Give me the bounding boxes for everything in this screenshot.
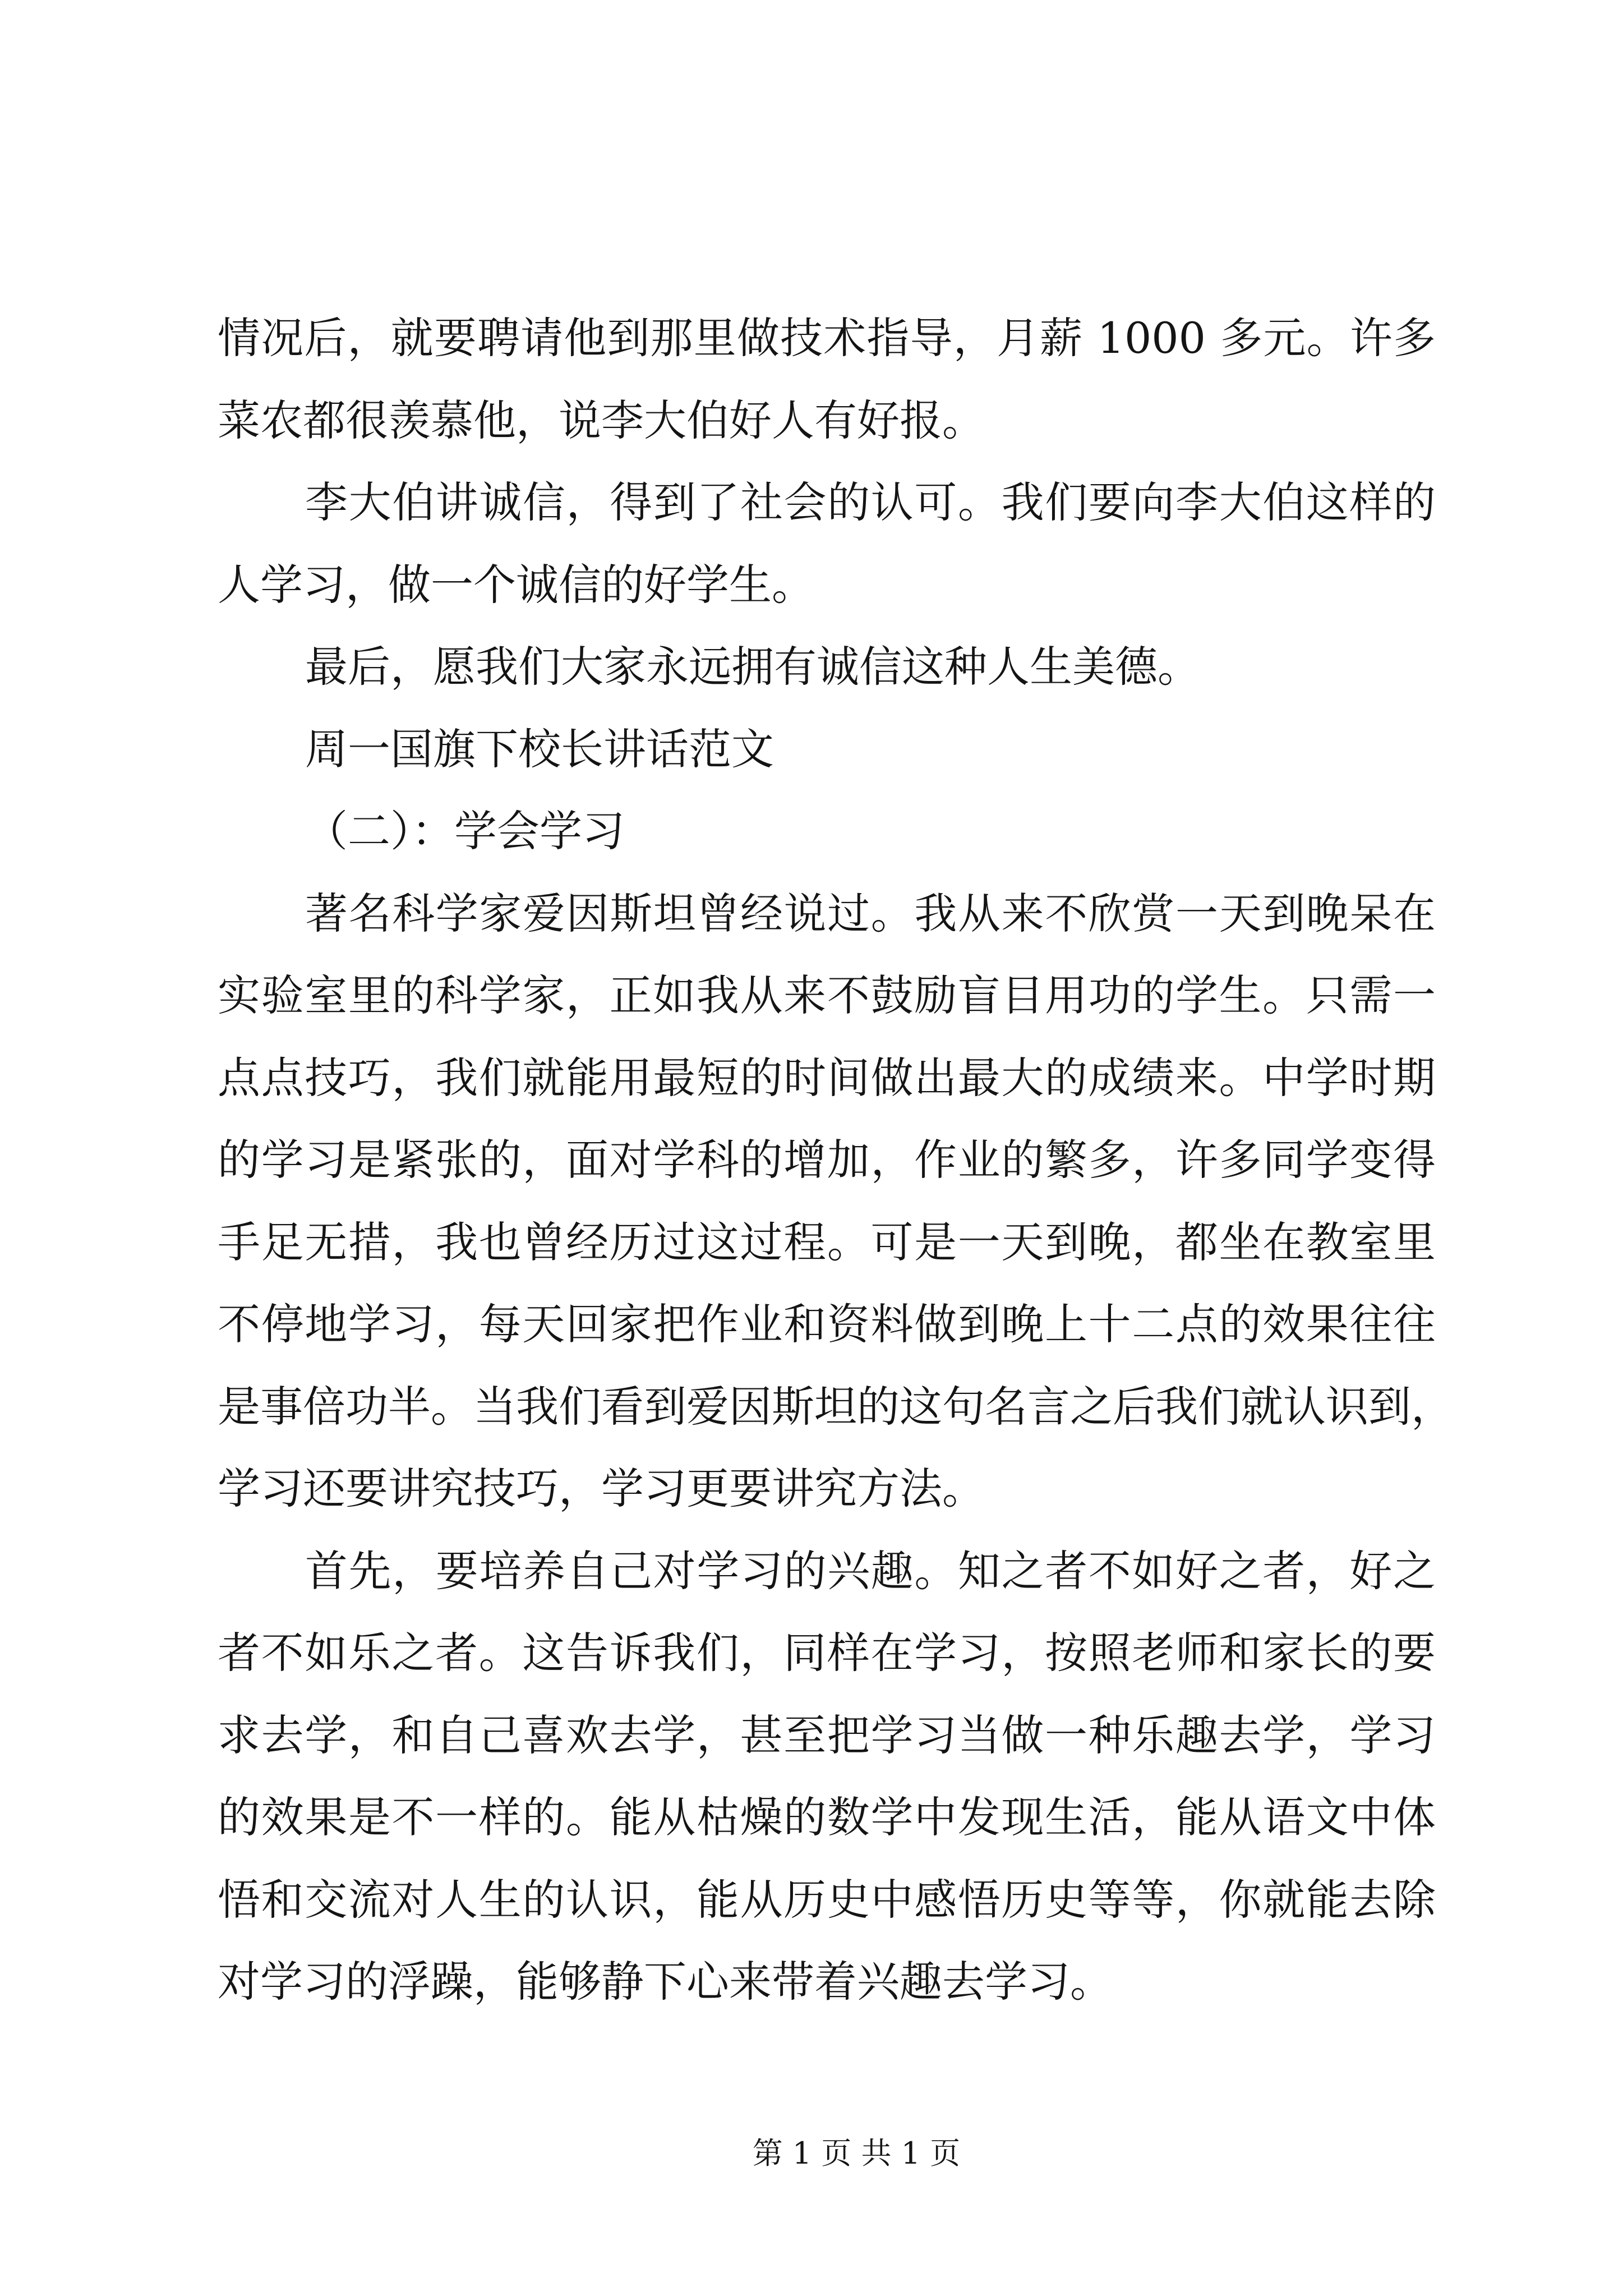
page-footer (688, 2137, 1025, 2170)
text-line: （二）：学会学习 (305, 806, 625, 856)
page-number-label: 第 1 页 共 1 页 (752, 2136, 961, 2171)
paragraph (218, 462, 1436, 626)
text-line: 是事倍功半。当我们看到爱因斯坦的这句名言之后我们就认识到， (218, 1381, 1454, 1432)
text-line: 李大伯讲诚信，得到了社会的认可。我们要向李大伯这样的 (305, 477, 1436, 527)
text-line: 悟和交流对人生的认识，能从历史中感悟历史等等，你就能去除 (218, 1874, 1436, 1925)
text-line: 菜农都很羡慕他，说李大伯好人有好报。 (218, 395, 985, 445)
text-line: 人学习，做一个诚信的好学生。 (218, 559, 814, 610)
text-line: 不停地学习，每天回家把作业和资料做到晚上十二点的效果往往 (218, 1299, 1436, 1349)
paragraph (218, 297, 1436, 462)
text-line: 最后，愿我们大家永远拥有诚信这种人生美德。 (305, 642, 1200, 692)
text-line: 实验室里的科学家，正如我从来不鼓励盲目用功的学生。只需一 (218, 970, 1436, 1020)
paragraph (218, 626, 1436, 708)
text-line: 的效果是不一样的。能从枯燥的数学中发现生活，能从语文中体 (218, 1792, 1436, 1842)
text-line: 手足无措，我也曾经历过这过程。可是一天到晚，都坐在教室里 (218, 1217, 1436, 1267)
text-line: 求去学，和自己喜欢去学，甚至把学习当做一种乐趣去学，学习 (218, 1710, 1436, 1760)
text-line: 著名科学家爱因斯坦曾经说过。我从来不欣赏一天到晚呆在 (305, 888, 1436, 938)
text-line: 的学习是紧张的，面对学科的增加，作业的繁多，许多同学变得 (218, 1135, 1436, 1185)
text-line: 对学习的浮躁，能够静下心来带着兴趣去学习。 (218, 1957, 1113, 2007)
text-line: 者不如乐之者。这告诉我们，同样在学习，按照老师和家长的要 (218, 1628, 1436, 1678)
section-subheading (218, 790, 1436, 873)
paragraph (218, 1530, 1436, 2023)
section-heading (218, 708, 1436, 791)
paragraph (218, 873, 1454, 1530)
text-line: 周一国旗下校长讲话范文 (305, 724, 774, 774)
document-body (218, 297, 1454, 2023)
text-line: 学习还要讲究技巧，学习更要讲究方法。 (218, 1464, 985, 1513)
text-line: 首先，要培养自己对学习的兴趣。知之者不如好之者，好之 (305, 1545, 1436, 1596)
text-line: 情况后，就要聘请他到那里做技术指导，月薪 1000 多元。许多 (218, 313, 1436, 363)
text-line: 点点技巧，我们就能用最短的时间做出最大的成绩来。中学时期 (218, 1052, 1436, 1103)
